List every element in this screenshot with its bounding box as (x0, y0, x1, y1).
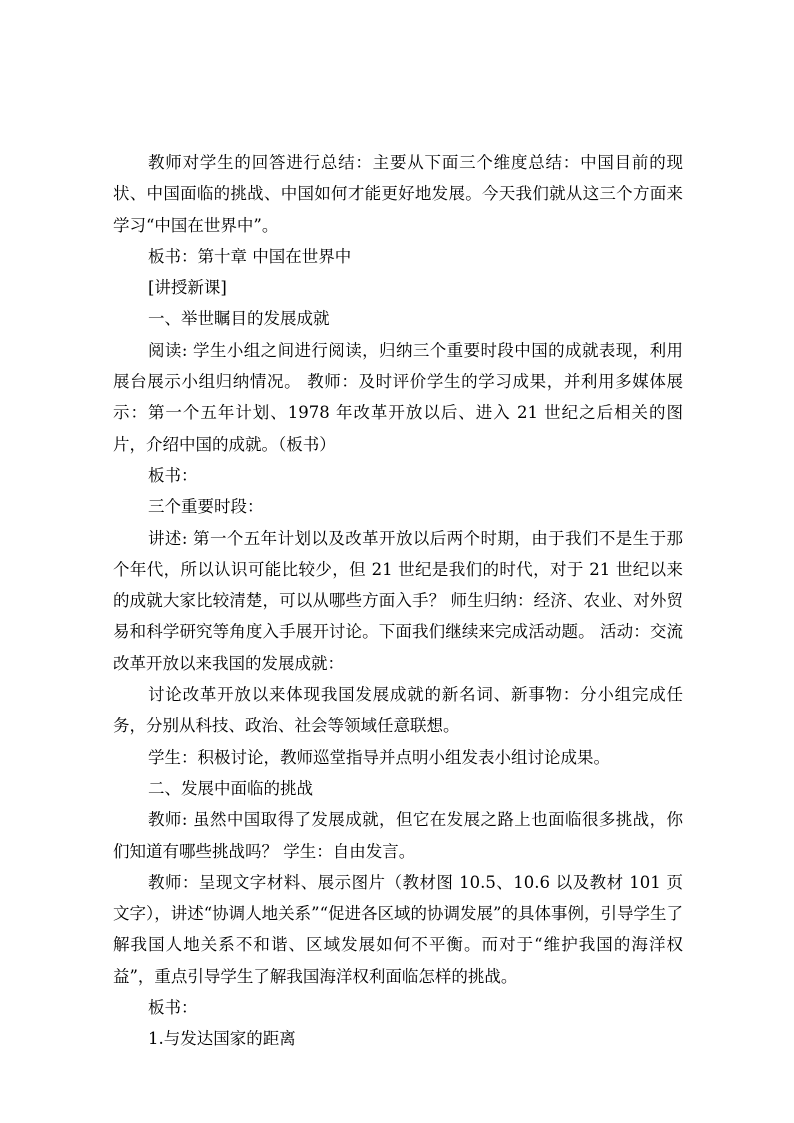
section-heading-challenges: 二、发展中面临的挑战 (148, 778, 313, 798)
paragraph-students: 学生：积极讨论，教师巡堂指导并点明小组发表小组讨论成果。 (148, 747, 610, 767)
document-page (113, 147, 683, 1055)
paragraph-teacher-materials: 教师：呈现文字材料、展示图片（教材图 10.5、10.6 以及教材 101 页文字），讲述“协调人地关系”“促进各区域的协调发展”的具体事例，引导学生了解我国人地关系不和谐、区域发展如何不平衡。而对于“维护我国的海洋权益”，重点引导学生了解我国海洋权利面临怎样的挑战。 (113, 872, 683, 986)
paragraph-new-lesson: [讲授新课] (148, 278, 227, 298)
paragraph-list-item-1: 1.与发达国家的距离 (148, 1029, 296, 1049)
paragraph-teacher-question: 教师: 虽然中国取得了发展成就，但它在发展之路上也面临很多挑战，你们知道有哪些挑战吗？ 学生：自由发言。 (113, 810, 683, 861)
section-heading-achievements: 一、举世瞩目的发展成就 (148, 309, 330, 329)
paragraph-discussion: 讨论改革开放以来体现我国发展成就的新名词、新事物：分小组完成任务，分别从科技、政治、社会等领域任意联想。 (113, 685, 683, 736)
paragraph-board-label-2: 板书： (148, 998, 198, 1018)
paragraph-summary: 教师对学生的回答进行总结：主要从下面三个维度总结：中国目前的现状、中国面临的挑战、中国如何才能更好地发展。今天我们就从这三个方面来学习“中国在世界中”。 (113, 153, 683, 235)
paragraph-three-periods: 三个重要时段： (148, 497, 264, 517)
paragraph-lecture: 讲述: 第一个五年计划以及改革开放以后两个时期，由于我们不是生于那个年代，所以认识可能比较少，但 21 世纪是我们的时代，对于 21 世纪以来的成就大家比较清楚，可以从哪些方面入手？ 师生归纳：经济、农业、对外贸易和科学研究等角度入手展开讨论。下面我们继续来完成活动题。 活动：交流改革开放以来我国的发展成就： (113, 528, 683, 673)
paragraph-board-label: 板书： (148, 465, 198, 485)
paragraph-board-title: 板书：第十章 中国在世界中 (148, 246, 352, 266)
paragraph-reading: 阅读: 学生小组之间进行阅读，归纳三个重要时段中国的成就表现，利用展台展示小组归纳情况。 教师：及时评价学生的学习成果，并利用多媒体展示：第一个五年计划、1978 年改革开放以后、进入 21 世纪之后相关的图片，介绍中国的成就。（板书） (113, 340, 683, 454)
